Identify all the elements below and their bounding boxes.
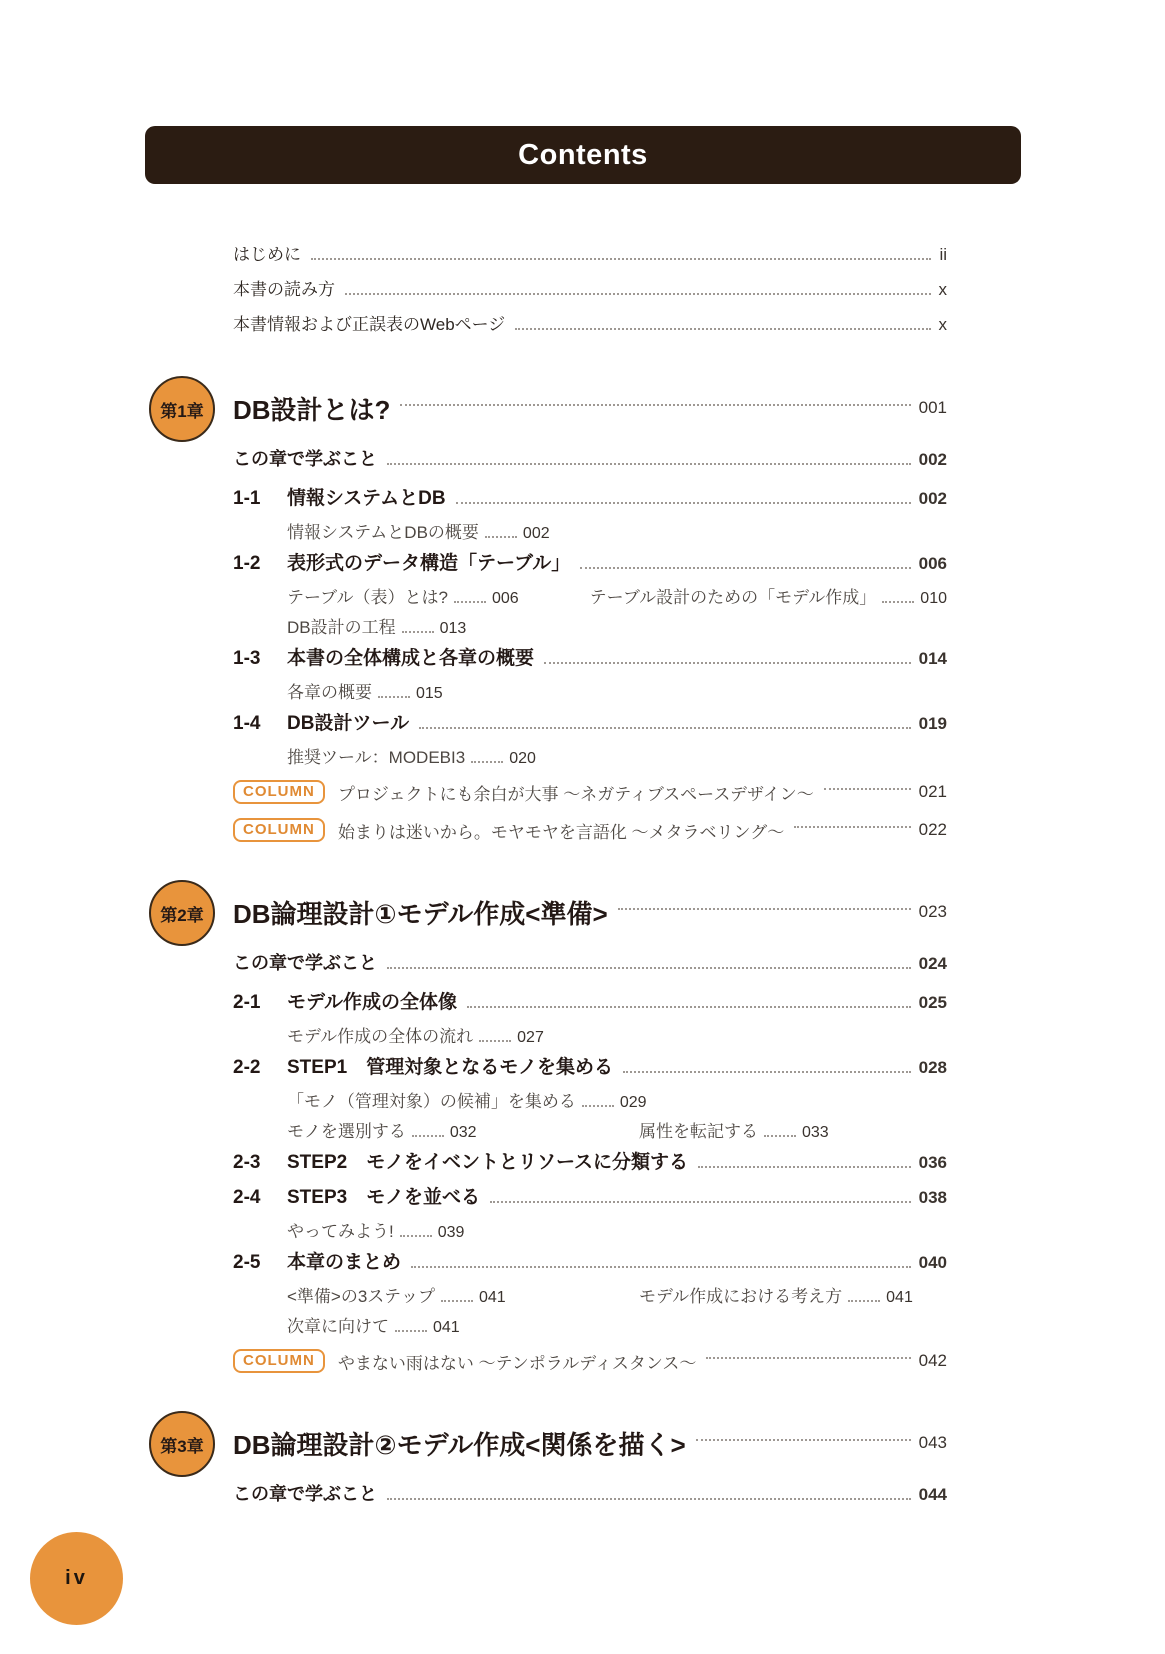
section-title: 本章のまとめ (287, 1252, 402, 1273)
page-number-value: 044 (918, 1485, 947, 1504)
lead-label: この章で学ぶこと (233, 953, 377, 973)
section-row (233, 643, 947, 678)
page-number-value: 002 (918, 450, 947, 469)
section-row (233, 548, 947, 583)
front-matter-label: 本書情報および正誤表のWebページ (233, 315, 506, 334)
dot-connector (378, 696, 410, 698)
section-title: 情報システムとDB (287, 488, 446, 509)
dot-connector (848, 1300, 880, 1302)
section-row (233, 1052, 947, 1087)
sub-entry-label: 次章に向けて (287, 1317, 389, 1336)
sub-entry-row (233, 1087, 947, 1117)
dot-leader (311, 258, 931, 260)
page-number-value: 033 (802, 1124, 829, 1141)
section-row (233, 1182, 947, 1217)
contents-header-bar (145, 126, 1021, 184)
sub-entry-label: <準備>の3ステップ (287, 1287, 435, 1306)
sub-entry (287, 1282, 639, 1307)
dot-leader (706, 1357, 910, 1359)
sub-entry-row (233, 1312, 947, 1342)
sub-entry-row (233, 1117, 947, 1147)
page-number-value: 042 (918, 1351, 947, 1370)
section-number: 2-3 (233, 1152, 261, 1173)
sub-entry-row (233, 518, 947, 548)
dot-leader (580, 567, 910, 569)
dot-leader (387, 967, 911, 969)
sub-entry-row (233, 583, 947, 613)
sub-entry-row (233, 743, 947, 773)
column-badge: COLUMN (233, 818, 325, 842)
sub-entry-label: 推奨ツール：MODEBI3 (287, 748, 466, 767)
dot-leader (387, 1498, 911, 1500)
page-number-value: 021 (918, 782, 947, 801)
sub-entry-label: モデル作成における考え方 (639, 1287, 843, 1306)
section-number: 1-1 (233, 488, 261, 509)
chapter-title: DB論理設計②モデル作成<関係を描く> (233, 1429, 686, 1460)
chapter-number-label: 第1章 (160, 401, 204, 421)
chapter-number-label: 第2章 (160, 905, 204, 925)
dot-connector (395, 1330, 427, 1332)
dot-leader (618, 908, 911, 910)
sub-entry-row (233, 1282, 947, 1312)
section-title: 本書の全体構成と各章の概要 (287, 648, 535, 669)
page-number-value: 010 (920, 590, 947, 607)
chapter-header-row (160, 879, 947, 945)
section-title: DB設計ツール (287, 713, 410, 734)
chapter-block (160, 1410, 947, 1518)
toc-content (160, 240, 947, 1518)
column-row (233, 773, 947, 811)
column-title: プロジェクトにも余白が大事 〜ネガティブスペースデザイン〜 (337, 784, 814, 804)
page-number-value: 041 (886, 1289, 913, 1306)
column-badge: COLUMN (233, 1349, 325, 1373)
column-badge: COLUMN (233, 780, 325, 804)
dot-leader (411, 1266, 911, 1268)
sub-entry-label: やってみよう! (287, 1222, 394, 1241)
section-row (233, 483, 947, 518)
sub-entry-label: 属性を転記する (639, 1122, 758, 1141)
page-number-value: 014 (918, 649, 947, 668)
section-number: 2-1 (233, 992, 261, 1013)
sub-entry (639, 1117, 829, 1142)
chapter-lead-row (233, 1480, 947, 1518)
section-row (233, 1147, 947, 1182)
chapter-title: DB設計とは? (233, 394, 391, 425)
dot-connector (582, 1105, 614, 1107)
sub-entry-label: モデル作成の全体の流れ (287, 1027, 474, 1046)
page-number-value: 020 (509, 750, 536, 767)
dot-leader (623, 1071, 911, 1073)
sub-entry-row (233, 1217, 947, 1247)
lead-label: この章で学ぶこと (233, 449, 377, 469)
sub-entry (287, 743, 536, 768)
section-title: STEP1 管理対象となるモノを集める (287, 1057, 614, 1078)
dot-connector (454, 601, 486, 603)
page-number-value: 025 (918, 993, 947, 1012)
sub-entry (287, 1117, 639, 1142)
front-matter-row (233, 240, 947, 275)
column-title: 始まりは迷いから。モヤモヤを言語化 〜メタラベリング〜 (337, 822, 785, 842)
page-number-value: 019 (918, 714, 947, 733)
page-number-value: 013 (439, 620, 467, 637)
dot-leader (824, 788, 911, 790)
page-number-value: 040 (918, 1253, 947, 1272)
dot-connector (479, 1040, 511, 1042)
page-number-value: 006 (918, 554, 947, 573)
front-matter-row (233, 310, 947, 345)
sub-entry-label: テーブル（表）とは? (287, 588, 448, 607)
sub-entry (287, 678, 443, 703)
sub-entry (287, 1087, 647, 1112)
dot-connector (400, 1235, 432, 1237)
dot-connector (402, 631, 434, 633)
dot-connector (471, 761, 503, 763)
column-row (233, 811, 947, 849)
page-number-value: 023 (918, 902, 947, 921)
dot-leader (490, 1201, 911, 1203)
dot-leader (696, 1439, 911, 1441)
page-number-value: 029 (619, 1094, 647, 1111)
chapter-block (160, 879, 947, 1380)
dot-leader (515, 328, 930, 330)
section-number: 2-5 (233, 1252, 261, 1273)
section-number: 1-3 (233, 648, 261, 669)
sub-entry-label: テーブル設計のための「モデル作成」 (589, 588, 877, 607)
sub-entry-label: 各章の概要 (287, 683, 372, 702)
page-title: Contents (518, 138, 648, 171)
page-number-value: 041 (433, 1319, 460, 1336)
dot-connector (764, 1135, 796, 1137)
sub-entry (639, 1282, 913, 1307)
dot-leader (387, 463, 911, 465)
dot-leader (345, 293, 931, 295)
chapter-lead-row (233, 445, 947, 483)
front-matter-label: はじめに (233, 245, 301, 264)
section-row (233, 1247, 947, 1282)
chapter-number-badge (149, 880, 215, 946)
sub-entry-row (233, 1022, 947, 1052)
dot-connector (441, 1300, 473, 1302)
section-number: 2-2 (233, 1057, 261, 1078)
page-number-value: 022 (918, 820, 947, 839)
section-number: 1-4 (233, 713, 261, 734)
sub-entry (287, 1022, 544, 1047)
lead-label: この章で学ぶこと (233, 1484, 377, 1504)
page-number-value: 001 (918, 398, 947, 417)
page-number-value: 015 (416, 685, 443, 702)
sub-entry-label: モノを選別する (287, 1122, 406, 1141)
page-number-value: 006 (491, 590, 519, 607)
sub-entry-label: 情報システムとDBの概要 (287, 523, 479, 542)
page-number-value: ii (939, 245, 947, 264)
sub-entry-label: 「モノ（管理対象）の候補」を集める (287, 1092, 576, 1111)
page-number: iv (65, 1567, 88, 1589)
sub-entry-label: DB設計の工程 (287, 618, 396, 637)
dot-leader (698, 1166, 911, 1168)
dot-leader (467, 1006, 911, 1008)
sub-entry (590, 583, 947, 608)
dot-leader (456, 502, 911, 504)
dot-leader (419, 727, 911, 729)
sub-entry (287, 1217, 464, 1242)
dot-leader (400, 404, 910, 406)
column-row (233, 1342, 947, 1380)
section-number: 2-4 (233, 1187, 261, 1208)
chapter-header-row (160, 1410, 947, 1476)
page-number-value: 002 (918, 489, 947, 508)
page-number-value: 002 (522, 525, 550, 542)
page-number-value: 028 (918, 1058, 947, 1077)
page-number-badge (30, 1532, 123, 1625)
section-title: 表形式のデータ構造「テーブル」 (287, 553, 571, 574)
dot-connector (412, 1135, 444, 1137)
chapter-header-row (160, 375, 947, 441)
sub-entry-row (233, 613, 947, 643)
page-number-value: 032 (449, 1124, 477, 1141)
chapter-number-badge (149, 1411, 215, 1477)
chapter-title: DB論理設計①モデル作成<準備> (233, 898, 608, 929)
dot-connector (882, 601, 914, 603)
sub-entry (287, 1312, 460, 1337)
sub-entry (287, 583, 590, 608)
page-number-value: 043 (918, 1433, 947, 1452)
page-number-value: 038 (918, 1188, 947, 1207)
column-title: やまない雨はない 〜テンポラルディスタンス〜 (337, 1353, 697, 1373)
page-number-value: x (938, 280, 947, 299)
chapter-number-badge (149, 376, 215, 442)
page-number-value: 024 (918, 954, 947, 973)
front-matter-row (233, 275, 947, 310)
section-title: STEP2 モノをイベントとリソースに分類する (287, 1152, 689, 1173)
section-title: STEP3 モノを並べる (287, 1187, 481, 1208)
page-number-value: 036 (918, 1153, 947, 1172)
sub-entry (287, 613, 466, 638)
front-matter-label: 本書の読み方 (233, 280, 335, 299)
section-row (233, 987, 947, 1022)
page-number-value: x (938, 315, 947, 334)
dot-connector (485, 536, 517, 538)
sub-entry-row (233, 678, 947, 708)
page-number-value: 039 (437, 1224, 465, 1241)
chapter-list (160, 375, 947, 1518)
page-number-value: 027 (517, 1029, 544, 1046)
chapter-lead-row (233, 949, 947, 987)
section-row (233, 708, 947, 743)
chapter-number-label: 第3章 (160, 1436, 204, 1456)
front-matter-list (233, 240, 947, 345)
dot-leader (544, 662, 911, 664)
section-number: 1-2 (233, 553, 261, 574)
section-title: モデル作成の全体像 (287, 992, 458, 1013)
chapter-block (160, 375, 947, 849)
sub-entry (287, 518, 550, 543)
page-number-value: 041 (478, 1289, 506, 1306)
dot-leader (794, 826, 910, 828)
